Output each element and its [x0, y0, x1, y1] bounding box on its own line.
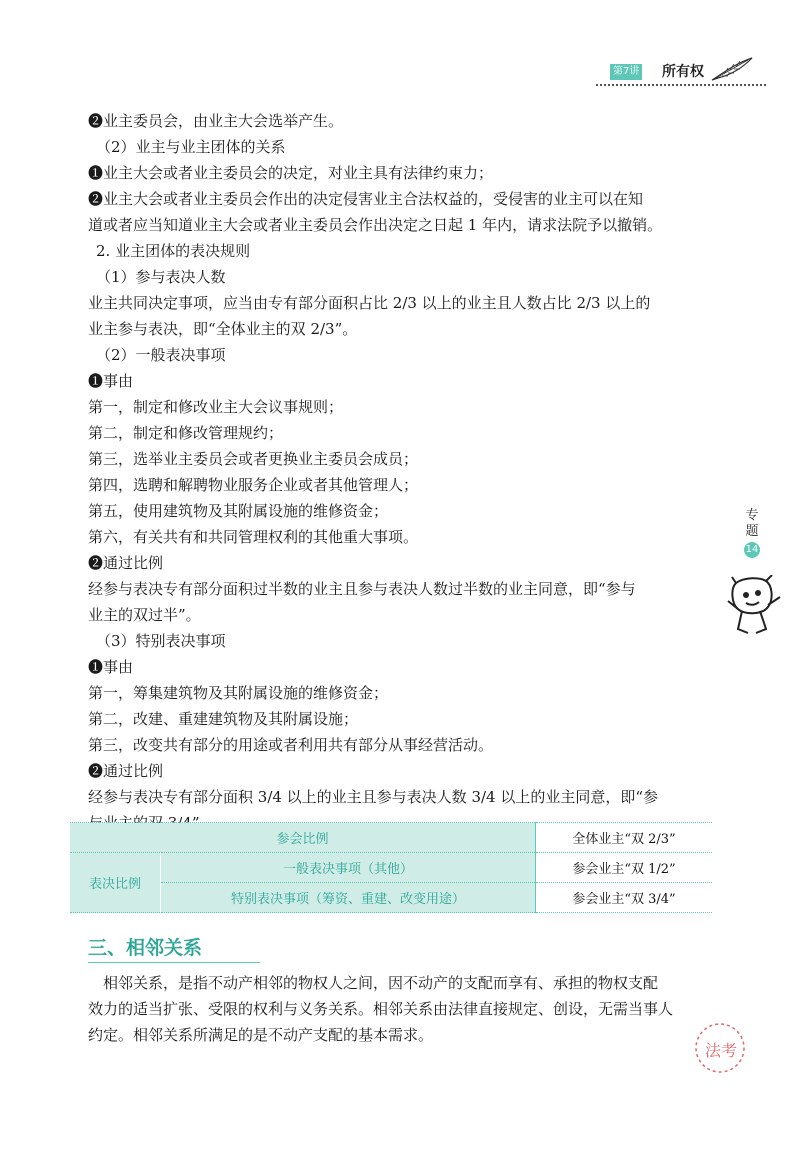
table-cell-label: 一般表决事项（其他） [161, 853, 536, 883]
subheading: （1）参与表决人数 [96, 268, 226, 286]
side-tab-label: 专题 [745, 508, 759, 539]
text-line: 道或者应当知道业主大会或者业主委员会作出决定之日起 1 年内，请求法院予以撤销。 [88, 216, 663, 234]
text-line: 第一，制定和修改业主大会议事规则； [88, 398, 344, 416]
text-line: 第一，筹集建筑物及其附属设施的维修资金； [88, 684, 389, 702]
subheading: （2）业主与业主团体的关系 [96, 138, 286, 156]
text-line: 相邻关系，是指不动产相邻的物权人之间，因不动产的支配而享有、承担的物权支配 [103, 974, 659, 992]
text-line: 经参与表决专有部分面积过半数的业主且参与表决人数过半数的业主同意，即“参与 [88, 580, 636, 598]
text-line: 业主参与表决，即“全体业主的双 2/3”。 [88, 320, 358, 338]
subheading: （3）特别表决事项 [96, 632, 226, 650]
text-line: ❷业主大会或者业主委员会作出的决定侵害业主合法权益的，受侵害的业主可以在知 [88, 190, 644, 208]
text-line: ❷业主委员会，由业主大会选举产生。 [88, 112, 344, 130]
text-line: ❷通过比例 [88, 762, 164, 780]
topic-side-tab [732, 508, 772, 558]
text-line: 第六，有关共有和共同管理权利的其他重大事项。 [88, 528, 419, 546]
text-line: 业主的双过半”。 [88, 606, 201, 624]
table-cell-value: 参会业主“双 3/4” [536, 883, 713, 913]
table-row [70, 823, 712, 853]
text-line: 第五，使用建筑物及其附属设施的维修资金； [88, 502, 389, 520]
text-line: 经参与表决专有部分面积 3/4 以上的业主且参与表决人数 3/4 以上的业主同意，即“参 [88, 788, 659, 806]
text-line: 第三，选举业主委员会或者更换业主委员会成员； [88, 450, 419, 468]
text-line: ❷通过比例 [88, 554, 164, 572]
mascot-icon [726, 575, 782, 637]
text-line: 第三，改变共有部分的用途或者利用共有部分从事经营活动。 [88, 736, 494, 754]
stamp-icon [690, 1020, 750, 1076]
table-cell-label: 特别表决事项（筹资、重建、改变用途） [161, 883, 536, 913]
chapter-tag: 第7讲 [610, 64, 642, 80]
stamp-text: 法考 [705, 1041, 738, 1060]
text-line: ❶事由 [88, 658, 134, 676]
header-dotted-rule [596, 84, 766, 86]
table-cell-label: 参会比例 [70, 823, 536, 853]
table-row [70, 853, 712, 883]
table-cell-value: 全体业主“双 2/3” [536, 823, 713, 853]
table-cell-group: 表决比例 [70, 853, 161, 913]
body-text [88, 108, 712, 836]
text-line: 约定。相邻关系所满足的是不动产支配的基本需求。 [88, 1026, 434, 1044]
side-tab-number: 14 [744, 542, 760, 558]
section-rule [88, 962, 260, 963]
voting-summary-table [70, 822, 712, 913]
text-line: ❶事由 [88, 372, 134, 390]
subheading: 2. 业主团体的表决规则 [96, 242, 251, 260]
text-line: 第四，选聘和解聘物业服务企业或者其他管理人； [88, 476, 419, 494]
text-line: 第二，制定和修改管理规约； [88, 424, 284, 442]
text-line: 第二，改建、重建建筑物及其附属设施； [88, 710, 359, 728]
page-header [596, 60, 756, 86]
table-row [70, 883, 712, 913]
feather-icon [710, 56, 754, 82]
text-line: ❶业主大会或者业主委员会的决定，对业主具有法律约束力； [88, 164, 494, 182]
subheading: （2）一般表决事项 [96, 346, 226, 364]
text-line: 业主共同决定事项，应当由专有部分面积占比 2/3 以上的业主且人数占比 2/3 以上的 [88, 294, 651, 312]
chapter-title: 所有权 [662, 64, 704, 80]
section-body [88, 970, 712, 1048]
table-cell-value: 参会业主“双 1/2” [536, 853, 713, 883]
section-heading: 三、相邻关系 [88, 937, 203, 959]
text-line: 效力的适当扩张、受限的权利与义务关系。相邻关系由法律直接规定、创设，无需当事人 [88, 1000, 674, 1018]
